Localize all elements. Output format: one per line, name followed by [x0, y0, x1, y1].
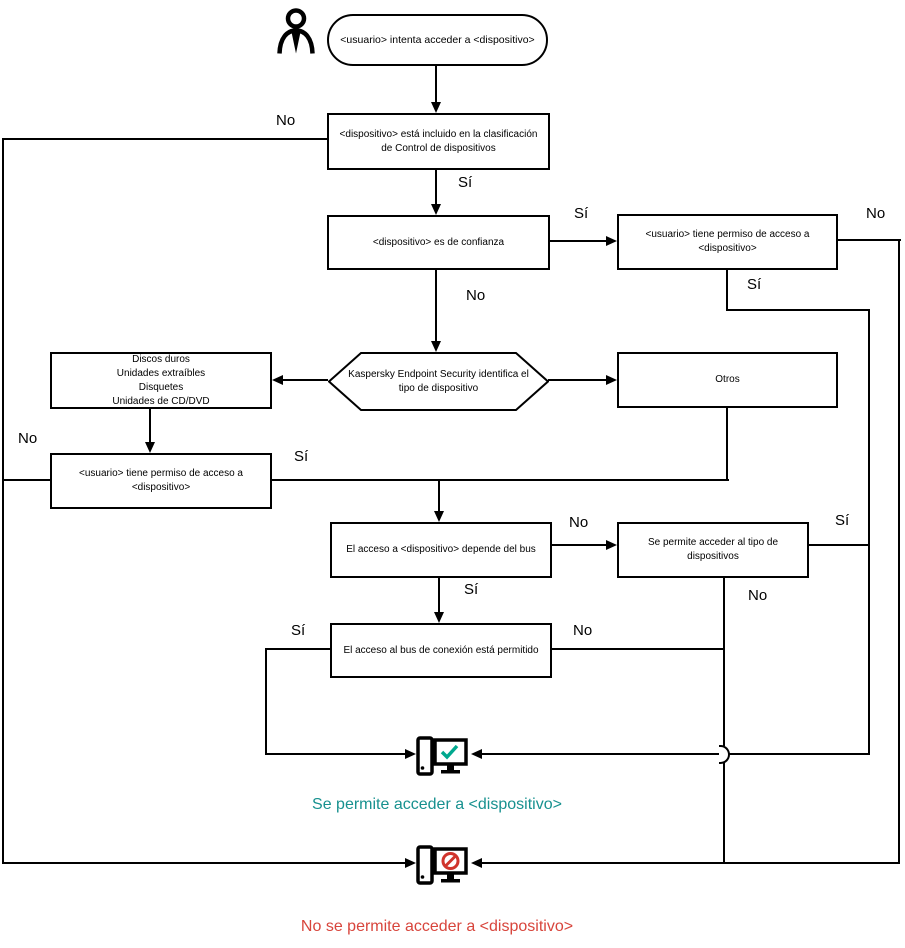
node-user-access-top-line1: <usuario> tiene permiso de acceso a — [645, 229, 810, 240]
line-jump-arc — [719, 745, 730, 764]
node-type-access-allowed — [617, 522, 809, 578]
node-user-access-left-line2: <dispositivo> — [131, 482, 191, 493]
node-identify-type-hexagon — [328, 352, 549, 411]
edge-label-no-access-left: No — [18, 430, 38, 447]
allowed-result-label: Se permite acceder a <dispositivo> — [312, 796, 562, 813]
edge-label-no-bus-depends: No — [569, 514, 589, 531]
node-start-label: <usuario> intenta acceder a <dispositivo> — [340, 33, 535, 46]
connector-line — [266, 648, 330, 650]
edge-label-si-access-top: Sí — [747, 276, 762, 293]
node-access-depends-bus — [330, 522, 552, 578]
node-bus-access-allowed — [330, 623, 552, 678]
connector-line — [481, 753, 870, 755]
connector-arrowhead — [405, 749, 416, 759]
connector-arrowhead — [471, 858, 482, 868]
node-bus-access-allowed-label: El acceso al bus de conexión está permitido — [343, 644, 539, 656]
edge-label-no-trusted: No — [466, 287, 486, 304]
connector-line — [552, 648, 725, 650]
connector-arrowhead — [431, 102, 441, 113]
connector-line — [726, 309, 870, 311]
edge-label-si-classified: Sí — [458, 174, 473, 191]
device-type-hdd: Discos duros — [132, 353, 190, 365]
connector-arrowhead — [272, 375, 283, 385]
connector-arrowhead — [471, 749, 482, 759]
edge-label-no-access-top: No — [866, 205, 886, 222]
node-user-access-left-line1: <usuario> tiene permiso de acceso a — [79, 468, 243, 479]
connector-line — [435, 270, 437, 343]
node-otros — [617, 352, 838, 408]
connector-line — [898, 239, 900, 864]
node-type-access-allowed-line1: Se permite acceder al tipo de — [647, 537, 779, 548]
connector-line — [726, 408, 728, 481]
node-otros-label: Otros — [715, 374, 740, 385]
connector-line — [435, 170, 437, 206]
node-access-depends-bus-label: El acceso a <dispositivo> depende del bus — [346, 544, 536, 555]
connector-line — [4, 138, 327, 140]
edge-label-si-access-left: Sí — [294, 448, 309, 465]
connector-line — [726, 270, 728, 311]
connector-line — [266, 753, 406, 755]
node-device-classified — [327, 113, 550, 170]
connector-line — [868, 309, 870, 755]
connector-line — [550, 240, 607, 242]
connector-line — [4, 479, 50, 481]
connector-line — [2, 138, 4, 864]
device-type-removable: Unidades extraíbles — [116, 367, 206, 379]
edge-label-si-bus-depends: Sí — [464, 581, 479, 598]
connector-line — [723, 578, 725, 746]
connector-arrowhead — [434, 612, 444, 623]
check-icon — [442, 746, 457, 757]
computer-denied-icon — [416, 845, 468, 887]
connector-arrowhead — [606, 236, 617, 246]
node-user-access-left — [50, 453, 272, 509]
node-device-trusted — [327, 215, 550, 270]
node-identify-type-line2: tipo de dispositivo — [398, 382, 479, 394]
node-user-access-top — [617, 214, 838, 270]
node-user-access-top-line2: <dispositivo> — [698, 243, 757, 254]
node-device-classified-line2: de Control de dispositivos — [381, 142, 496, 154]
node-start — [327, 14, 548, 66]
connector-arrowhead — [434, 511, 444, 522]
edge-label-si-trusted: Sí — [574, 205, 589, 222]
node-device-types — [50, 352, 272, 409]
connector-line — [272, 479, 729, 481]
connector-line — [438, 578, 440, 614]
device-type-cddvd: Unidades de CD/DVD — [112, 395, 210, 407]
node-type-access-allowed-line2: dispositivos — [687, 551, 739, 562]
connector-line — [838, 239, 901, 241]
connector-arrowhead — [431, 341, 441, 352]
connector-arrowhead — [405, 858, 416, 868]
connector-line — [4, 862, 406, 864]
prohibition-slash — [446, 856, 456, 866]
connector-arrowhead — [606, 375, 617, 385]
connector-line — [149, 409, 151, 444]
computer-allowed-icon — [416, 736, 468, 778]
edge-label-no-classified: No — [276, 112, 296, 129]
edge-label-si-type-allowed: Sí — [835, 512, 850, 529]
connector-line — [265, 648, 267, 755]
denied-result-label: No se permite acceder a <dispositivo> — [300, 918, 574, 935]
connector-line — [438, 480, 440, 513]
node-identify-type-line1: Kaspersky Endpoint Security identifica el — [348, 368, 529, 380]
actor-icon — [277, 8, 315, 54]
node-device-classified-line1: <dispositivo> está incluido en la clasificación — [339, 128, 538, 140]
edge-label-si-bus-allowed: Sí — [291, 622, 306, 639]
connector-arrowhead — [606, 540, 617, 550]
connector-line — [548, 379, 607, 381]
device-type-floppy: Disquetes — [138, 381, 184, 393]
connector-arrowhead — [145, 442, 155, 453]
connector-line — [552, 544, 607, 546]
edge-label-no-bus-allowed: No — [573, 622, 593, 639]
edge-label-no-type-allowed: No — [748, 587, 768, 604]
node-device-trusted-label: <dispositivo> es de confianza — [372, 236, 505, 248]
connector-arrowhead — [431, 204, 441, 215]
connector-line — [481, 862, 900, 864]
connector-line — [809, 544, 870, 546]
connector-line — [435, 66, 437, 104]
connector-line — [283, 379, 328, 381]
